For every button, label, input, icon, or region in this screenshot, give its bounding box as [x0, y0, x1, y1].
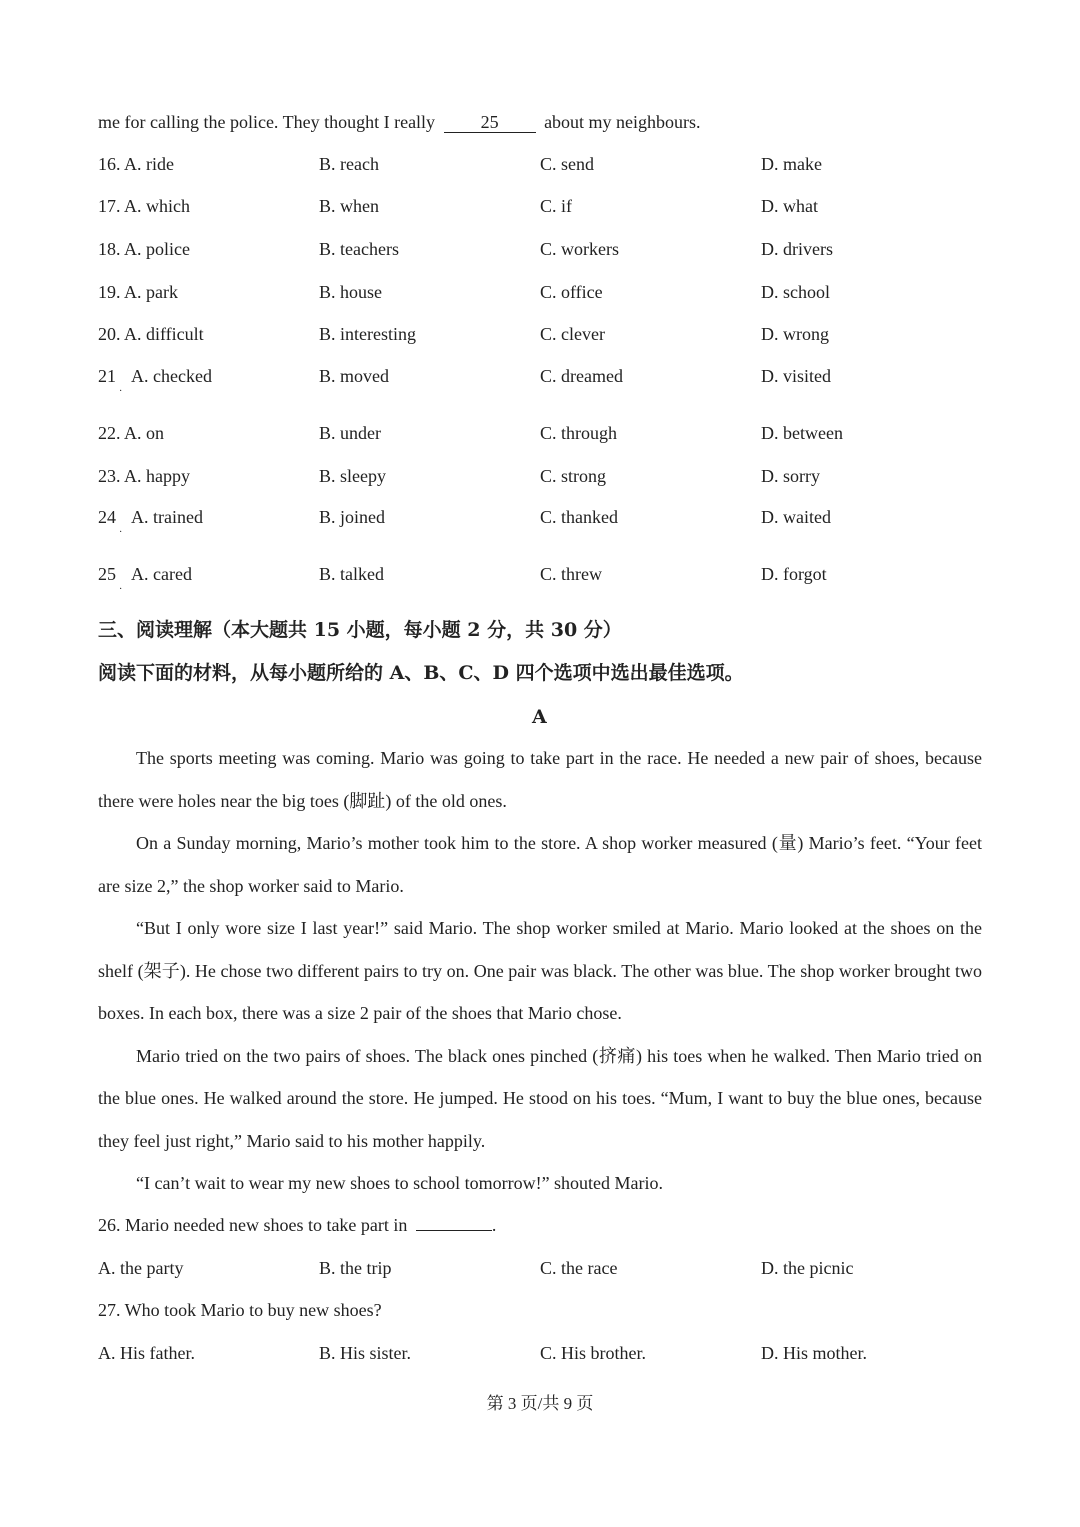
- option-a: 19. A. park: [98, 282, 178, 302]
- option-c: C. through: [540, 423, 618, 443]
- option-d: D. what: [761, 196, 818, 216]
- passage-paragraph: “But I only wore size I last year!” said Mario. The shop worker smiled at Mario. Mario looked at the shoes on the shelf (架子). He chose two different pairs to try on. One pair was black. The other was blue. The shop worker brought two boxes. In each box, there was a size 2 pair of the shoes that Mario chose.: [98, 918, 982, 1023]
- reading-passage: [98, 737, 982, 1205]
- passage-label: A: [532, 706, 547, 728]
- option-c: C. thanked: [540, 507, 618, 527]
- option-d: D. school: [761, 282, 830, 302]
- intro-text-after: about my neighbours.: [544, 112, 701, 132]
- question-text: 26. Mario needed new shoes to take part in: [98, 1215, 408, 1235]
- option-a: 20. A. difficult: [98, 324, 204, 344]
- option-c: C. send: [540, 154, 594, 174]
- option-b: B. teachers: [319, 239, 399, 259]
- cloze-row-21: [98, 365, 998, 397]
- question-number: 21: [98, 366, 116, 386]
- answer-blank: [416, 1230, 492, 1231]
- option-d: D. make: [761, 154, 822, 174]
- option-b: B. reach: [319, 154, 379, 174]
- number-dot: ·: [119, 527, 123, 538]
- question-number: 25: [98, 564, 116, 584]
- option-a: A. cared: [131, 564, 192, 584]
- cloze-row-23: [98, 465, 998, 489]
- question-26-stem: [98, 1214, 496, 1236]
- passage-paragraph: The sports meeting was coming. Mario was going to take part in the race. He needed a new pair of shoes, because there were holes near the big toes (脚趾) of the old ones.: [98, 748, 982, 811]
- option-d: D. drivers: [761, 239, 833, 259]
- option-c: C. His brother.: [540, 1343, 646, 1363]
- option-d: D. forgot: [761, 564, 827, 584]
- option-c: C. strong: [540, 466, 607, 486]
- option-a: A. trained: [131, 507, 203, 527]
- cloze-row-17: [98, 195, 998, 219]
- option-c: C. clever: [540, 324, 605, 344]
- option-c: C. workers: [540, 239, 619, 259]
- intro-text-before: me for calling the police. They thought I really: [98, 112, 436, 132]
- question-27-options: [98, 1342, 998, 1366]
- section-instruction: 阅读下面的材料，从每小题所给的 A、B、C、D 四个选项中选出最佳选项。: [98, 662, 744, 684]
- passage-paragraph: “I can’t wait to wear my new shoes to school tomorrow!” shouted Mario.: [136, 1173, 664, 1193]
- option-b: B. under: [319, 423, 381, 443]
- cloze-row-22: [98, 422, 998, 446]
- cloze-row-19: [98, 281, 998, 305]
- number-dot: ·: [119, 386, 123, 397]
- option-c: C. the race: [540, 1258, 618, 1278]
- option-d: D. His mother.: [761, 1343, 867, 1363]
- option-d: D. visited: [761, 366, 831, 386]
- option-b: B. sleepy: [319, 466, 386, 486]
- cloze-row-18: [98, 238, 998, 262]
- cloze-row-20: [98, 323, 998, 347]
- cloze-row-24: [98, 506, 998, 538]
- option-b: B. talked: [319, 564, 384, 584]
- option-a: A. the party: [98, 1258, 184, 1278]
- option-b: B. moved: [319, 366, 389, 386]
- option-c: C. office: [540, 282, 603, 302]
- number-dot: ·: [119, 584, 123, 595]
- option-a: 23. A. happy: [98, 466, 190, 486]
- option-a: A. His father.: [98, 1343, 195, 1363]
- option-d: D. wrong: [761, 324, 829, 344]
- option-d: D. sorry: [761, 466, 820, 486]
- question-26-options: [98, 1257, 998, 1281]
- passage-paragraph: Mario tried on the two pairs of shoes. The black ones pinched (挤痛) his toes when he walked. Then Mario tried on the blue ones. He walked around the store. He jumped. He stood on his toes. “Mum, I want to buy the blue ones, because they feel just right,” Mario said to his mother happily.: [98, 1045, 982, 1151]
- option-a: 22. A. on: [98, 423, 165, 443]
- option-d: D. between: [761, 423, 843, 443]
- cloze-row-16: [98, 153, 998, 177]
- option-a: 16. A. ride: [98, 154, 174, 174]
- option-c: C. dreamed: [540, 366, 623, 386]
- option-b: B. house: [319, 282, 382, 302]
- blank-25: 25: [444, 112, 536, 133]
- option-d: D. the picnic: [761, 1258, 854, 1278]
- page-footer: 第 3 页/共 9 页: [486, 1394, 594, 1413]
- passage-paragraph: On a Sunday morning, Mario’s mother took him to the store. A shop worker measured (量) Mario’s feet. “Your feet are size 2,” the shop worker said to Mario.: [98, 833, 982, 896]
- option-b: B. when: [319, 196, 379, 216]
- intro-line: [98, 111, 701, 133]
- option-b: B. His sister.: [319, 1343, 412, 1363]
- option-c: C. if: [540, 196, 573, 216]
- question-27-stem: 27. Who took Mario to buy new shoes?: [98, 1300, 382, 1320]
- option-d: D. waited: [761, 507, 831, 527]
- option-b: B. joined: [319, 507, 385, 527]
- option-c: C. threw: [540, 564, 602, 584]
- question-number: 24: [98, 507, 116, 527]
- option-a: 17. A. which: [98, 196, 190, 216]
- option-a: 18. A. police: [98, 239, 190, 259]
- option-a: A. checked: [131, 366, 212, 386]
- question-end: .: [491, 1215, 497, 1235]
- option-b: B. the trip: [319, 1258, 392, 1278]
- cloze-row-25: [98, 563, 998, 595]
- option-b: B. interesting: [319, 324, 416, 344]
- section-title: 三、阅读理解（本大题共 15 小题，每小题 2 分，共 30 分）: [98, 619, 622, 641]
